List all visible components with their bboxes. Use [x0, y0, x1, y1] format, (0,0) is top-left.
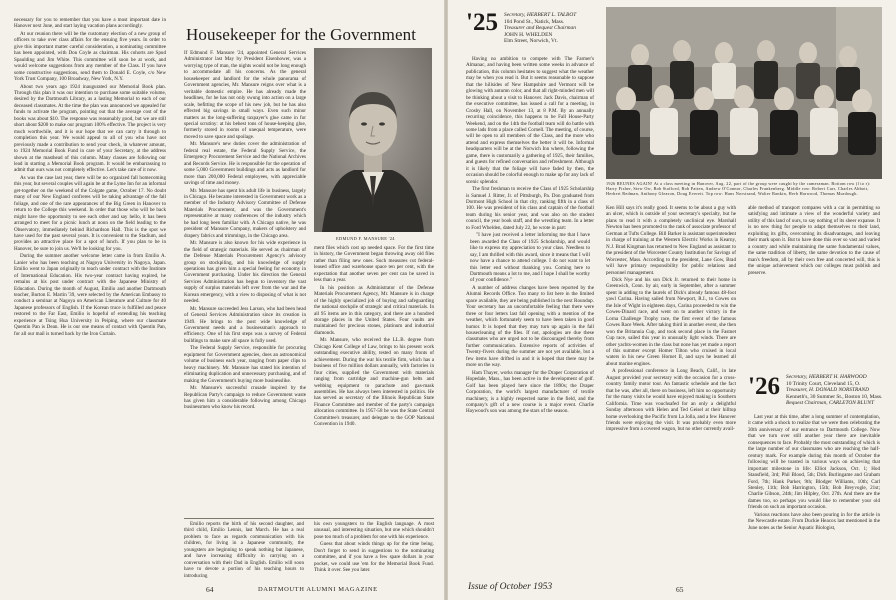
paragraph: necessary for you to remember that you have a most important date in Hanover next June, and start laying vacation plans accordingly.	[14, 17, 166, 30]
article-column-b	[314, 245, 434, 517]
paragraph: In his position as Administrator of the Defense Materials Procurement Agency, Mr. Mansure is in charge of the highly specialized job of buying and safeguarding the national stockpile of strategic and critical materials. In all 95 items are in this category, and there are a hundred storage places in the United States. Four vaults are maintained for precious stones, platinum and industrial diamonds.	[314, 284, 434, 336]
paragraph: Various reactions have also been pouring in for the article in the Newcastle estate. From Duckie Heacox last mentioned in the June notes as the Senior Aquatic Biologist,	[748, 511, 880, 531]
treasurer-line: Treasurer, H. DONALD NORSTRAND	[786, 387, 870, 394]
paragraph: Mr. Mansure has spent his adult life in business, largely in Chicago. He became interested in Government work as a member of the Industry Advisory Committee of Defense Materials Procurement, and was the Government's representative at many conferences of the industry which he had long been familiar with. A Chicago native, he was president of Mansure Company, makers of upholstery and drapery fabrics and trimmings, in the Chicago area.	[184, 187, 306, 239]
paragraph: During the summer another welcome letter came in from Emilio A. Lanier who has been teaching at Nagoya University in Nagoya, Japan. Emilio went to Japan originally to teach under contract with the Institute of International Education. His two-year contract having expired, he remains at his post under contract with the Japanese Ministry of Education. During the month of August, Emilio and another Dartmouth teacher, Burton E. Martin '39, were selected by the American Embassy to conduct a seminar at Nagoya on American Literature and Culture for 40 Japanese professors of English. If the Korean truce is fulfilled and peace restored to the Far East, Emilio is hopeful of extending his teaching experience at Tsing Hua University in Peiping, where our classmate Quentin Pan is Dean. He is our one means of contact with Quentin Pan, for all our mail is turned back by the Iron Curtain.	[14, 253, 166, 337]
paragraph: A professional conference in Long Beach, Calif., in late August provided your secretary with the occasion for a cross-country family motor tour. An fantastic schedule and the fact that he was, after all, there on business, left him no opportunity for the many visits he would have enjoyed making in Southern California. Time was vouchsafed for an only a delightful Sunday afternoon with Helen and Ted Geisel at their hilltop home overlooking the Pacific from La Jolla, and a few Hanover friends were enjoying the visit. It was probably even more impressive from a covered wagon, but no other currently avail-	[606, 368, 736, 433]
bottom-column-b	[314, 521, 434, 577]
running-head: DARTMOUTH ALUMNI MAGAZINE	[258, 586, 378, 593]
paragraph: At our reunion there will be the customary election of a new group of officers to take over class affairs for the ensuing five years. In order to give this important matter careful consideration, a nominating committee has been appointed, with Don Coyle as chairman. His cohorts are Spud Spaulding and Jim White. This committee will soon be at work, and would welcome suggestions from any member of the Class. If you have some constructive suggestions, send them to Donald E. Coyle, c/o New York Trust Company, 100 Broadway, New York, N.Y.	[14, 30, 166, 83]
right-page	[448, 0, 896, 600]
paragraph: A number of address changes have been reported by the Alumni Records Office. Too many to list here in the limited space available, they are being published in the next Roundup. Your secretary has an uncomfortable feeling that there were three or four letters last fall opening with a mention of the weather, which fortunately seem to have been taken in good humor. It is hoped that they may turn up again in the fall housecleaning of the files. If not, apologies are due these classmates who are urged not to be discouraged thereby from further communication. Extensive reports of activities of Twenty-fivers during the summer are not yet available, but a few items have drifted in and it is hoped that there may be more on the way.	[466, 284, 594, 369]
mansure-portrait-photo	[314, 48, 432, 232]
paragraph: As was the case last year, there will be no organized fall homecoming this year, but several couples will again be at the Lyme Inn for an informal get-together on the weekend of the Colgate game, October 17. No doubt many of our New England confreres will be taking advantage of the fall foliage, and one of the rare appearances of the Big Green in Hanover to return to the College this weekend. In order that those who will be back might have the opportunity to see each other and say hello, it has been arranged to meet for a picnic lunch at noon on the field leading to the Observatory, immediately behind Richardson Hall. This is the spot we have used for the past several years. It is convenient to the Stadium, and provides an attractive place for a spot of lunch. If you plan to be in Hanover, be sure to join us. We'll be looking for you.	[14, 174, 166, 252]
class-1926-column	[748, 414, 880, 576]
paragraph: able method of transport compares with a car in permitting so satisfying and intimate a view of the wonderful variety and utility of this land of ours, to say nothing of its sheer expanse. It is no new thing for people to adapt themselves to their land, exploiting its gifts, overcoming its disadvantages, and leaving their mark upon it. But to have done this over so vast and varied a country and while maintaining the same fundamental values, the same tradition of liberty, the same devotion to the cause of man's freedom, all by their own free and concerted will, this is the unique achievement which our colleges must publish and preserve.	[748, 205, 880, 276]
class-1925-column-3	[748, 205, 880, 349]
issue-line: Issue of October 1953	[468, 582, 553, 592]
paragraph: About two years ago 1924 inaugurated our Memorial Book plan. Through this plan it was our intention to purchase some suitable volume, desired by the Dartmouth Library, as a lasting Memorial to each of our deceased classmates. At the time the plan was announced we appealed for funds to activate the program, pointing out that the average cost of the books was about $10. The response was reasonably good, but we are still short about $200 to make our program 100% effective. The project is very much worthwhile, and it is our hope that we can carry it through to completion this year. We would appeal to all of you who have not previously made a contribution to send your check, in whatever amount, to 1924 Memorial Book Fund in care of your Secretary, at the address shown at the masthead of this column. Many classes are following our lead in starting a Memorial Book program. It would be embarrassing to admit that ours was not completely effective. Let's take care of it now.	[14, 83, 166, 174]
paragraph: Ham Thayer, works manager for the Draper Corporation of Hopedale, Mass., has been active in the development of golf. Golf has been played here since the 1890s; the Draper Corporation, the world's largest manufacturer of textile machinery, is a highly respected name in the field, and the company's gift of a new course is a major event. Charlie Haywood's son was among the stars of the season.	[466, 369, 594, 415]
paragraph: Emilio reports the birth of his second daughter, and third child, Emilio Lennis, last March. He has a real problem to face as regards communication with his children, for living in a Japanese community, the youngsters are beginning to speak nothing but Japanese, and have increasing difficulty in carrying on a conversation with their Dad in English. Emilio will soon have to devote a portion of his teaching hours to introducing	[184, 521, 304, 579]
portrait-image	[314, 48, 432, 232]
paragraph: Ken Hill says it's really good. It seems to be about a guy with an ulcer, which is outside of your secretary's specialty, but he plans to read it with a completely unclinical eye. Marshall Newton has been promoted to the rank of associate professor of German at Tufts College. Bill Barker is assistant superintendent in charge of training at the Western Electric Works in Kearny, N.J. Brad Kingman has returned to New England as assistant to the president of the Worcester County Institution for Savings of Worcester, Mass. According to the president, Lane Gow, Brad will have primary responsibility for public relations and personnel management.	[606, 205, 737, 276]
class-numeral-1926: '26	[748, 373, 780, 400]
treasurer-address: Kenneth's, 30 Summer St., Boston 10, Mass.	[786, 393, 883, 400]
article-end-rule	[184, 518, 434, 519]
paragraph: If Edmund F. Mansure '24, appointed General Services Administrator last May by President Eisenhower, was a worrying type of man, the nights would not be long enough to accommodate all his concerns. As the general housekeeper and landlord for the whole panorama of Government agencies, Mr. Mansure reigns over what is a veritable domestic empire. He has already made the headlines, for he has not only swung into action on a large scale, befitting the scope of his new job, but he has also effected big savings in small ways. Even such minor matters as the long-suffering taxpayer's glue came in for special scrutiny: at his behest tons of house-keeping glue, formerly stored in rooms of unequal temperature, were moved to save space and spoilage.	[184, 50, 306, 140]
left-page	[0, 0, 445, 600]
secretary-address: 10 Trinity Court, Cleveland 15, O.	[786, 380, 861, 387]
paragraph: Dick Nye and his son Dick Jr. returned to their home in Greenwich, Conn. by air, early in September, after a summer spent in adding to the laurels of Dick's already famous 48-foot yawl Carina. Having sailed from Newport, R.I., to Cowes on the Isle of Wight in eighteen days, Carina proceeded to win the Cowes-Dinard race, and went on to another victory in the Lorna Challenge Trophy race, the first event of the famous Cowes Race Week. After taking third in another event, she then won the Britannia Cup, and took second place in the Fastnet Cup race, sailed this year in unusually light winds. There are other yachts-women in the class but none has yet made a report of this summer except Homer Tilton who cruised in local waters in his new Green Hornet II, and says he learned all about marine engines.	[606, 276, 736, 367]
paragraph: The Federal Supply Service, responsible for procuring equipment for Government agencies, does an astronomical volume of business each year, ranging from paper clips to heavy machinery. Mr. Mansure has stated his intention of eliminating duplication and unnecessary purchasing, and of making the Government's buying more businesslike.	[184, 345, 306, 384]
article-headline: Housekeeper for the Government	[186, 25, 417, 44]
treasurer-address: Elm Street, Norwich, Vt.	[504, 38, 558, 45]
paragraph: Mr. Mansure, who received the LL.B. degree from Chicago Kent College of Law, brings to his present work outstanding executive ability, tested on many fronts of achievement. During the war his textile firm, which has a business of five million dollars annually, with factories in four cities, supplied the Government with materials ranging from cartridge and machine-gun belts and webbing equipment to parachute and gas-mask assemblies. He has always been interested in politics. He has served as secretary of the Illinois Republican State Finance Committee and member of the party's campaign allocation committee. In 1957-58 he was the State Central Committee's treasurer, and delegate to the GOP National Convention in 1940.	[314, 337, 434, 428]
class-reunion-photo	[606, 7, 882, 179]
paragraph: Last year at this time, after a long summer of contemplation, it came with a shock to realize that we were then celebrating the 30th anniversary of our entrance to Dartmouth College. Now that we turn over still another year there are inevitable consequences to face. Probably the most outstanding of which is the large number of our classmates who are reaching the half-century mark. For example during this month of October the following will be toasted in various ways on achieving that important milestone in life: Elliot Jackson, Oct. 1; Hod Stansfield, 3rd; Phil Blood, 5th; Dick Burlingame and Graham Ford, 7th; Hank Parker, 9th; Blodger Williams, 10th; Carl Stenley, 11th; Bob Harrington, 15th; Bob Breyvogle, 21st; Charlie Gibson, 24th; Jim Hilpley, Oct. 27th. And there are the dames too, so perhaps you would like to remember your old friends on such an important occasion.	[748, 414, 880, 511]
secretary-address: 104 Pond St., Natick, Mass.	[504, 18, 565, 25]
page-number-right: 65	[676, 585, 684, 594]
portrait-caption: EDMUND F. MANSURE '24	[336, 236, 395, 241]
paragraph: ment files which cost up needed space. For the first time in history, the Government began throwing away old files rather than filing new ones. Such measures cut federal-leased office and warehouse space ten per cent, with the expectation that another seven per cent can be saved in less than a year.	[314, 245, 434, 284]
reunion-group-image	[606, 7, 882, 179]
treasurer-name: JOHN H. WHELDEN	[504, 31, 553, 38]
class-1926-masthead	[786, 374, 884, 407]
paragraph: Guess that about winds things up for the time being. Don't forget to send in suggestions to the nominating committee, and if you have a few spare dollars in your pocket, we could use 'em for the Memorial Book Fund. Think it over. See you later.	[314, 541, 434, 574]
reunion-photo-caption: 1926 REUNES AGAIN! At a class meeting in Hanover, Aug. 22, part of the group were caught by the cameraman. Bottom row (l to r): Harry Fisher, Stew Orr, Bob Stafford, Bob Patten, Andrew O'Connor, Charles Frankenberg. Middle row: Robert Carr, Charles Abbott, Herbert Redman, Anthony Gleason, Doug Everett. Top row: Hans Norstrand, Walter Rankin, Herb Harwood, Thomas Murdough.	[606, 181, 871, 197]
paragraph: Having no ambition to compete with The Farmer's Almanac, and having been written some weeks in advance of publication, this column hesitates to suggest what the weather may be when you read it. But it seems reasonable to suppose that the hillsides of New Hampshire and Vermont will be glowing with autumn color, and that all right-minded men will be thinking about a visit to Hanover. Jack Davis, chairman of the executive committee, has issued a call for a meeting, in Crosby Hall, on November 13, at 8 P.M. By an annually recurring coincidence, this happens to be Fall House-Party Weekend, and on the 14th the football team will do battle with some lads from a place called Cornell. The meeting, of course, will be open to all members of the Class, and the more who attend and express themselves the better it will be. Informal headquarters will be at the Norwich Inn where, following the game, there is customarily a gathering of 1925, their families, and guests for refined conversation and refreshment. Although it is likely that the foliage will have faded by then, the occasion should be colorful enough to make up for any lack of scenic splendor.	[466, 56, 594, 185]
class-1925-column-2	[606, 205, 736, 576]
bottom-column-a	[184, 521, 304, 577]
paragraph: Mr. Mansure's successful crusade inspired by the Republican Party's campaign to reduce Government waste has given him a considerable following among Chicago businessmen who know his record.	[184, 385, 306, 411]
treasurer-line: Treasurer and Bequest Chairman	[504, 25, 576, 32]
paragraph: Mr. Mansure's new duties cover the administration of federal real estate, the Federal Supply Service, the Emergency Procurement Service and the National Archives and Records Service. He is responsible for the operation of some 5,000 Government buildings and acts as landlord for more than 200,000 Federal employees, with appreciable savings of time and money.	[184, 141, 306, 187]
paragraph: Mr. Mansure succeeded Jess Larson, who had been head of General Services Administration since its creation in 1949. He brings to the post wide knowledge of Government needs and a businessman's approach to efficiency. One of his first steps was a survey of Federal buildings to make sure all space is fully used.	[184, 305, 306, 344]
class-numeral-1925: '25	[466, 9, 498, 36]
secretary-line: Secretary, HERBERT L. TALBOT	[504, 12, 577, 18]
secretary-line: Secretary, HERBERT H. HARWOOD	[786, 374, 867, 380]
paragraph: "I have just received a letter informing me that I have been awarded the Class of 1925 Scholarship, and would like to express my appreciation to your class. Needless to say, I am thrilled with this award, since it means that I will now have a chance to attend college. I do not want to let this letter end without thanking you. Coming here to Dartmouth means a lot to me, and I hope I shall be worthy of your confidence."	[470, 232, 590, 284]
paragraph: his own youngsters to the English language. A most unusual, and interesting situation, but one which shouldn't pose too much of a problem for one with his experience.	[314, 521, 434, 540]
bequest-line: Bequest Chairman, CARLETON BLUNT	[786, 400, 874, 407]
page-number-left: 64	[206, 585, 214, 594]
class-1924-column	[14, 17, 166, 563]
article-column-a	[184, 50, 306, 446]
paragraph: The first freshman to receive the Class of 1925 Scholarship is Samuel J. Ritter, Jr. of Pittsburgh, Pa. Don graduated from Dormont High School in that city, ranking fifth in a class of 100. He was president of his class and captain of the football team during his senior year, and was also on the student council, the year book staff, and the wrestling team. In a letter to Ford Whelden, dated July 22, he wrote in part:	[466, 186, 594, 231]
paragraph: Mr. Mansure is also known for his wide experience in the field of strategic materials. He served as chairman of the Defense Materials Procurement Agency's advisory group on stockpiling, and his knowledge of supply operations has given him a special feeling for economy in Government purchasing. Under his direction the General Services Administration has begun to inventory the vast supply of surplus materials left over from the war and the Korean emergency, with a view to disposing of what is not needed.	[184, 240, 306, 305]
class-1925-column-1	[466, 56, 594, 576]
